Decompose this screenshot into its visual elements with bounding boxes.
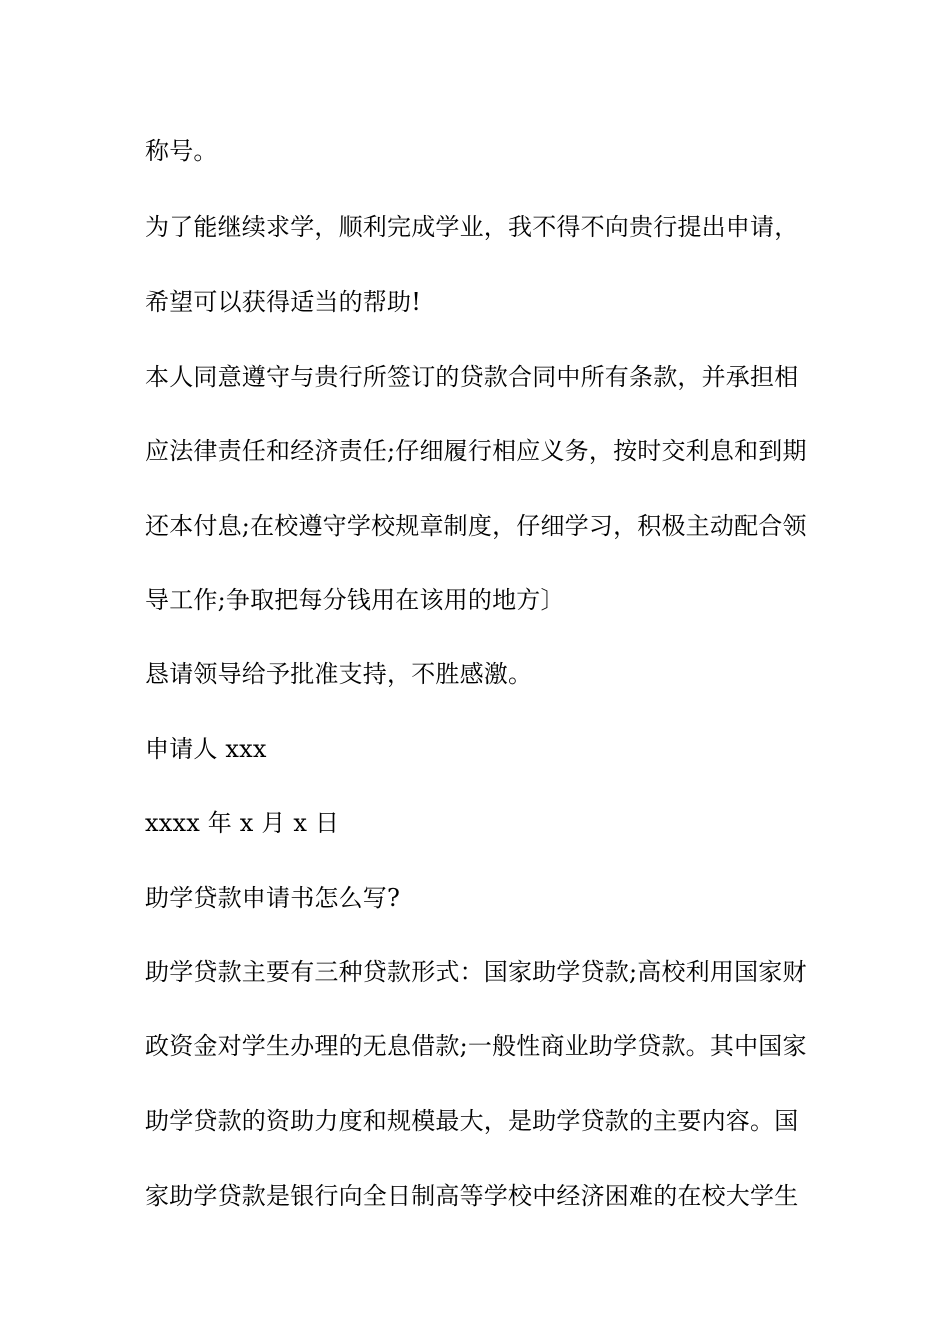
application-date: xxxx 年 x 月 x 日 [145,809,340,837]
text-line-commitment-4: 导工作;争取把每分钱用在该用的地方〕 [145,586,565,614]
text-line-loan-types-2: 政资金对学生办理的无息借款;一般性商业助学贷款。其中国家 [145,1032,807,1060]
text-line-closing-request: 恳请领导给予批准支持，不胜感激。 [145,660,533,688]
text-line-loan-types-4: 家助学贷款是银行向全日制高等学校中经济困难的在校大学生 [145,1182,799,1210]
text-line-loan-types-3: 助学贷款的资助力度和规模最大，是助学贷款的主要内容。国 [145,1107,799,1135]
text-line-application-reason-1: 为了能继续求学，顺利完成学业，我不得不向贵行提出申请， [145,213,799,241]
text-line-commitment-2: 应法律责任和经济责任;仔细履行相应义务，按时交利息和到期 [145,437,807,465]
text-line-application-reason-2: 希望可以获得适当的帮助! [145,288,422,316]
text-line-loan-types-1: 助学贷款主要有三种贷款形式：国家助学贷款;高校利用国家财 [145,958,807,986]
section-heading: 助学贷款申请书怎么写? [145,884,401,912]
applicant-signature: 申请人 xxx [145,735,267,763]
text-line-commitment-3: 还本付息;在校遵守学校规章制度，仔细学习，积极主动配合领 [145,512,807,540]
text-line-commitment-1: 本人同意遵守与贵行所签订的贷款合同中所有条款，并承担相 [145,363,799,391]
text-line-continuation: 称号。 [145,137,218,165]
